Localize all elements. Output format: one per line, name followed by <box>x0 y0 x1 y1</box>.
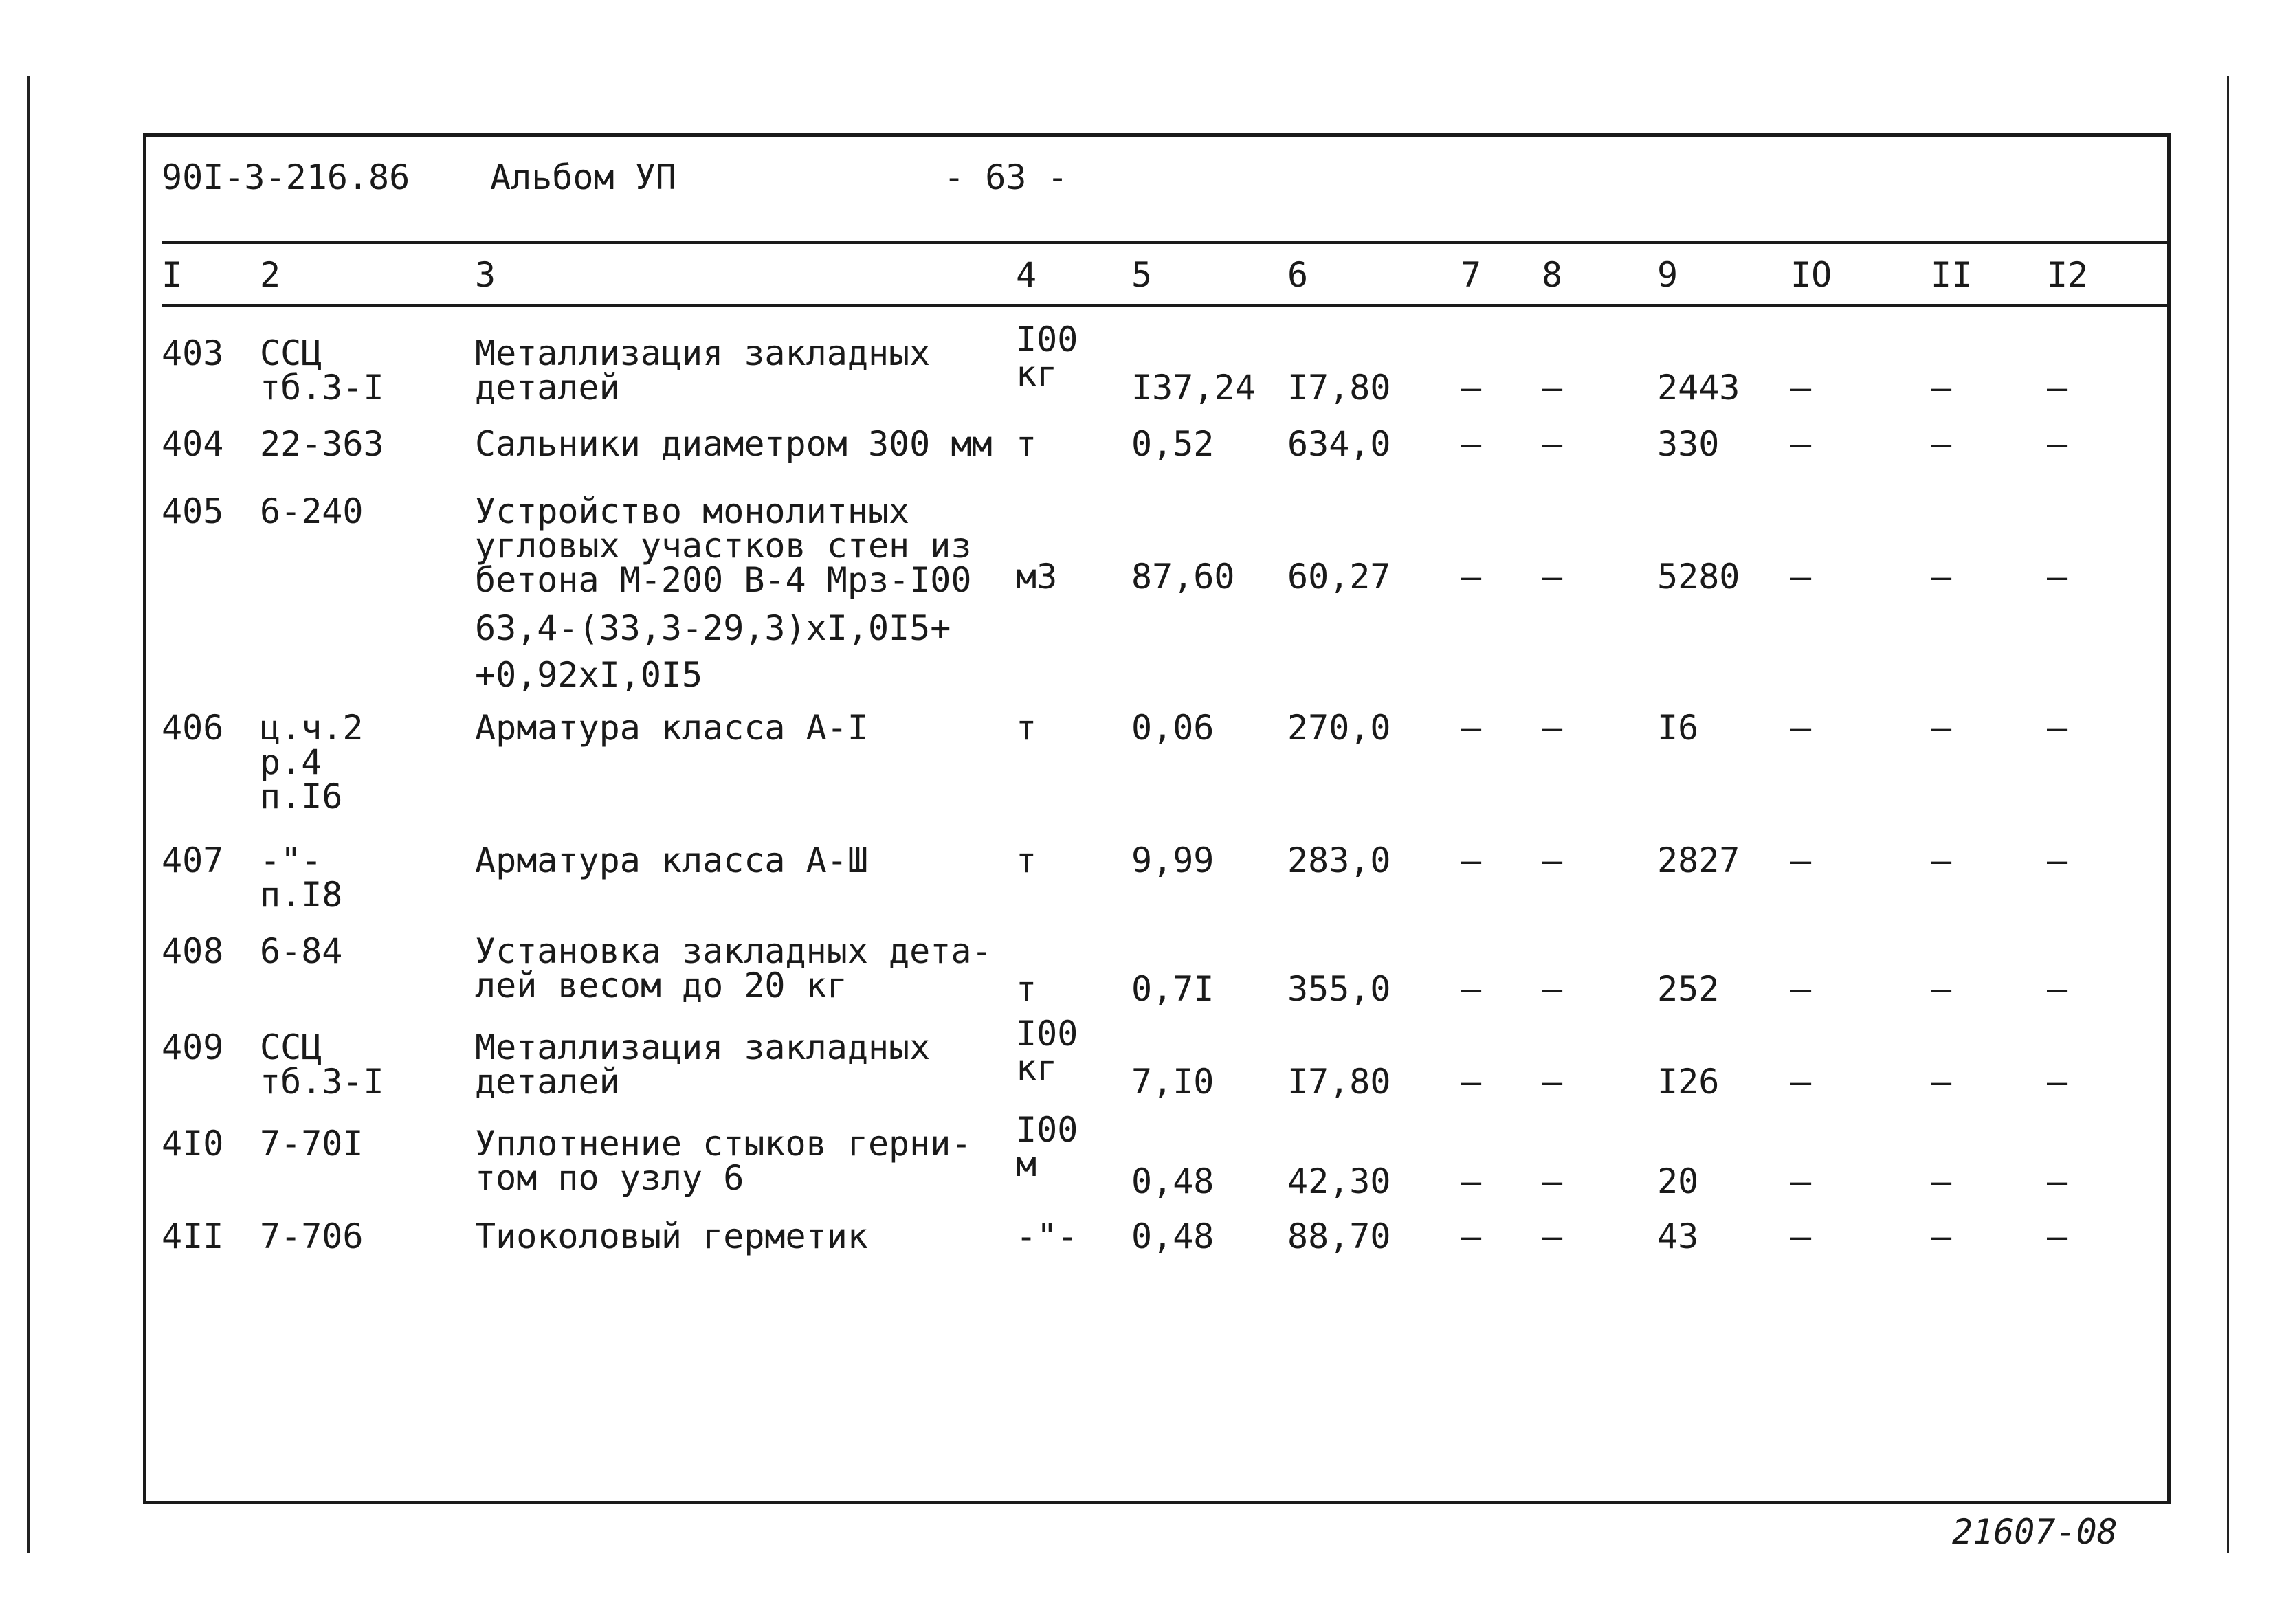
row-code: 7-70I <box>260 1124 364 1164</box>
row-quantity: 0,48 <box>1131 1161 1215 1201</box>
row-unit-price: I7,80 <box>1287 1062 1391 1102</box>
page-number: - 63 - <box>944 157 1068 197</box>
row-col11: – <box>1931 557 1952 597</box>
row-col8: – <box>1542 969 1563 1009</box>
row-number: 409 <box>162 1027 224 1067</box>
row-col8: – <box>1542 424 1563 464</box>
row-col12: – <box>2047 1216 2068 1256</box>
column-header-5: 5 <box>1131 255 1153 295</box>
row-unit: кг <box>1016 354 1058 394</box>
row-col11: – <box>1931 1216 1952 1256</box>
row-total: I26 <box>1657 1062 1720 1102</box>
row-unit: I00 <box>1016 1110 1078 1150</box>
row-quantity: 0,7I <box>1131 969 1215 1009</box>
column-header-6: 6 <box>1287 255 1309 295</box>
row-quantity: 87,60 <box>1131 557 1235 597</box>
row-col11: – <box>1931 708 1952 748</box>
column-header-8: 8 <box>1542 255 1563 295</box>
header-rule-bottom <box>162 304 2167 307</box>
row-description: Установка закладных дета- <box>475 931 993 971</box>
row-number: 405 <box>162 491 224 531</box>
row-code: 7-706 <box>260 1216 364 1256</box>
row-col11: – <box>1931 424 1952 464</box>
row-col12: – <box>2047 969 2068 1009</box>
row-description: +0,92хI,0I5 <box>475 655 703 695</box>
row-code: тб.3-I <box>260 1062 384 1102</box>
row-description: Арматура класса А-Ш <box>475 841 868 880</box>
row-total: 2443 <box>1657 368 1740 408</box>
row-description: деталей <box>475 368 620 408</box>
row-unit: I00 <box>1016 320 1078 359</box>
row-col10: – <box>1790 368 1812 408</box>
row-unit: I00 <box>1016 1014 1078 1054</box>
row-col12: – <box>2047 708 2068 748</box>
left-margin-line <box>27 76 30 1553</box>
row-number: 406 <box>162 708 224 748</box>
row-total: 252 <box>1657 969 1720 1009</box>
row-quantity: I37,24 <box>1131 368 1256 408</box>
column-header-12: I2 <box>2047 255 2089 295</box>
row-code: 6-240 <box>260 491 364 531</box>
column-header-4: 4 <box>1016 255 1037 295</box>
row-code: п.I6 <box>260 777 343 816</box>
column-header-3: 3 <box>475 255 496 295</box>
header-rule-top <box>162 241 2167 244</box>
row-quantity: 0,06 <box>1131 708 1215 748</box>
row-col8: – <box>1542 368 1563 408</box>
row-number: 403 <box>162 333 224 373</box>
row-quantity: 7,I0 <box>1131 1062 1215 1102</box>
right-margin-line <box>2227 76 2229 1553</box>
row-unit: -"- <box>1016 1216 1078 1256</box>
row-description: Арматура класса А-I <box>475 708 868 748</box>
row-code: ц.ч.2 <box>260 708 364 748</box>
row-col11: – <box>1931 1161 1952 1201</box>
row-total: I6 <box>1657 708 1699 748</box>
row-col12: – <box>2047 424 2068 464</box>
row-total: 43 <box>1657 1216 1699 1256</box>
row-total: 20 <box>1657 1161 1699 1201</box>
row-col10: – <box>1790 1161 1812 1201</box>
row-col8: – <box>1542 1161 1563 1201</box>
row-col12: – <box>2047 557 2068 597</box>
row-col10: – <box>1790 841 1812 880</box>
row-description: Тиоколовый герметик <box>475 1216 868 1256</box>
column-header-1: I <box>162 255 183 295</box>
row-col8: – <box>1542 708 1563 748</box>
row-description: угловых участков стен из <box>475 526 972 566</box>
row-description: деталей <box>475 1062 620 1102</box>
row-code: -"- <box>260 841 322 880</box>
row-col10: – <box>1790 557 1812 597</box>
row-col12: – <box>2047 1161 2068 1201</box>
row-unit-price: 283,0 <box>1287 841 1391 880</box>
row-unit: т <box>1016 969 1037 1009</box>
row-col8: – <box>1542 557 1563 597</box>
album-title: Альбом УП <box>490 157 676 197</box>
row-code: п.I8 <box>260 875 343 915</box>
row-col7: – <box>1461 969 1482 1009</box>
row-code: тб.3-I <box>260 368 384 408</box>
row-unit: т <box>1016 424 1037 464</box>
row-col7: – <box>1461 841 1482 880</box>
row-unit-price: 42,30 <box>1287 1161 1391 1201</box>
archive-stamp: 21607-08 <box>1952 1512 2118 1552</box>
row-col11: – <box>1931 841 1952 880</box>
row-unit: кг <box>1016 1048 1058 1088</box>
row-description: Металлизация закладных <box>475 333 931 373</box>
column-header-7: 7 <box>1461 255 1482 295</box>
row-code: 22-363 <box>260 424 384 464</box>
row-col12: – <box>2047 1062 2068 1102</box>
row-col12: – <box>2047 841 2068 880</box>
row-col10: – <box>1790 1216 1812 1256</box>
row-unit: т <box>1016 841 1037 880</box>
column-header-2: 2 <box>260 255 281 295</box>
row-unit-price: 270,0 <box>1287 708 1391 748</box>
row-description: бетона М-200 В-4 Мрз-I00 <box>475 560 972 600</box>
row-col8: – <box>1542 1062 1563 1102</box>
row-number: 404 <box>162 424 224 464</box>
row-code: ССЦ <box>260 333 322 373</box>
row-col7: – <box>1461 1161 1482 1201</box>
row-unit-price: 355,0 <box>1287 969 1391 1009</box>
row-unit-price: 634,0 <box>1287 424 1391 464</box>
row-col7: – <box>1461 424 1482 464</box>
column-header-11: II <box>1931 255 1973 295</box>
row-col7: – <box>1461 1062 1482 1102</box>
column-header-10: IO <box>1790 255 1832 295</box>
row-col11: – <box>1931 1062 1952 1102</box>
row-number: 4II <box>162 1216 224 1256</box>
row-unit-price: 88,70 <box>1287 1216 1391 1256</box>
row-description: Сальники диаметром 300 мм <box>475 424 993 464</box>
column-header-9: 9 <box>1657 255 1678 295</box>
row-col10: – <box>1790 969 1812 1009</box>
row-col7: – <box>1461 557 1482 597</box>
row-col8: – <box>1542 841 1563 880</box>
row-col11: – <box>1931 368 1952 408</box>
row-code: ССЦ <box>260 1027 322 1067</box>
row-quantity: 0,52 <box>1131 424 1215 464</box>
document-sheet <box>143 133 2171 1504</box>
row-code: 6-84 <box>260 931 343 971</box>
row-number: 407 <box>162 841 224 880</box>
row-total: 2827 <box>1657 841 1740 880</box>
row-quantity: 9,99 <box>1131 841 1215 880</box>
row-total: 330 <box>1657 424 1720 464</box>
row-unit: м <box>1016 1144 1037 1184</box>
row-col10: – <box>1790 708 1812 748</box>
row-total: 5280 <box>1657 557 1740 597</box>
row-description: Устройство монолитных <box>475 491 910 531</box>
row-description: лей весом до 20 кг <box>475 966 847 1005</box>
row-description: Металлизация закладных <box>475 1027 931 1067</box>
row-col12: – <box>2047 368 2068 408</box>
row-unit-price: 60,27 <box>1287 557 1391 597</box>
row-col11: – <box>1931 969 1952 1009</box>
doc-number: 90I-3-216.86 <box>162 157 410 197</box>
row-description: том по узлу 6 <box>475 1158 744 1198</box>
row-number: 4I0 <box>162 1124 224 1164</box>
row-code: р.4 <box>260 742 322 782</box>
row-description: 63,4-(33,3-29,3)хI,0I5+ <box>475 608 951 648</box>
row-unit: т <box>1016 708 1037 748</box>
row-description: Уплотнение стыков герни- <box>475 1124 972 1164</box>
row-col10: – <box>1790 424 1812 464</box>
row-col7: – <box>1461 1216 1482 1256</box>
row-unit: м3 <box>1016 557 1058 597</box>
row-unit-price: I7,80 <box>1287 368 1391 408</box>
row-col8: – <box>1542 1216 1563 1256</box>
row-number: 408 <box>162 931 224 971</box>
row-quantity: 0,48 <box>1131 1216 1215 1256</box>
row-col10: – <box>1790 1062 1812 1102</box>
row-col7: – <box>1461 368 1482 408</box>
row-col7: – <box>1461 708 1482 748</box>
